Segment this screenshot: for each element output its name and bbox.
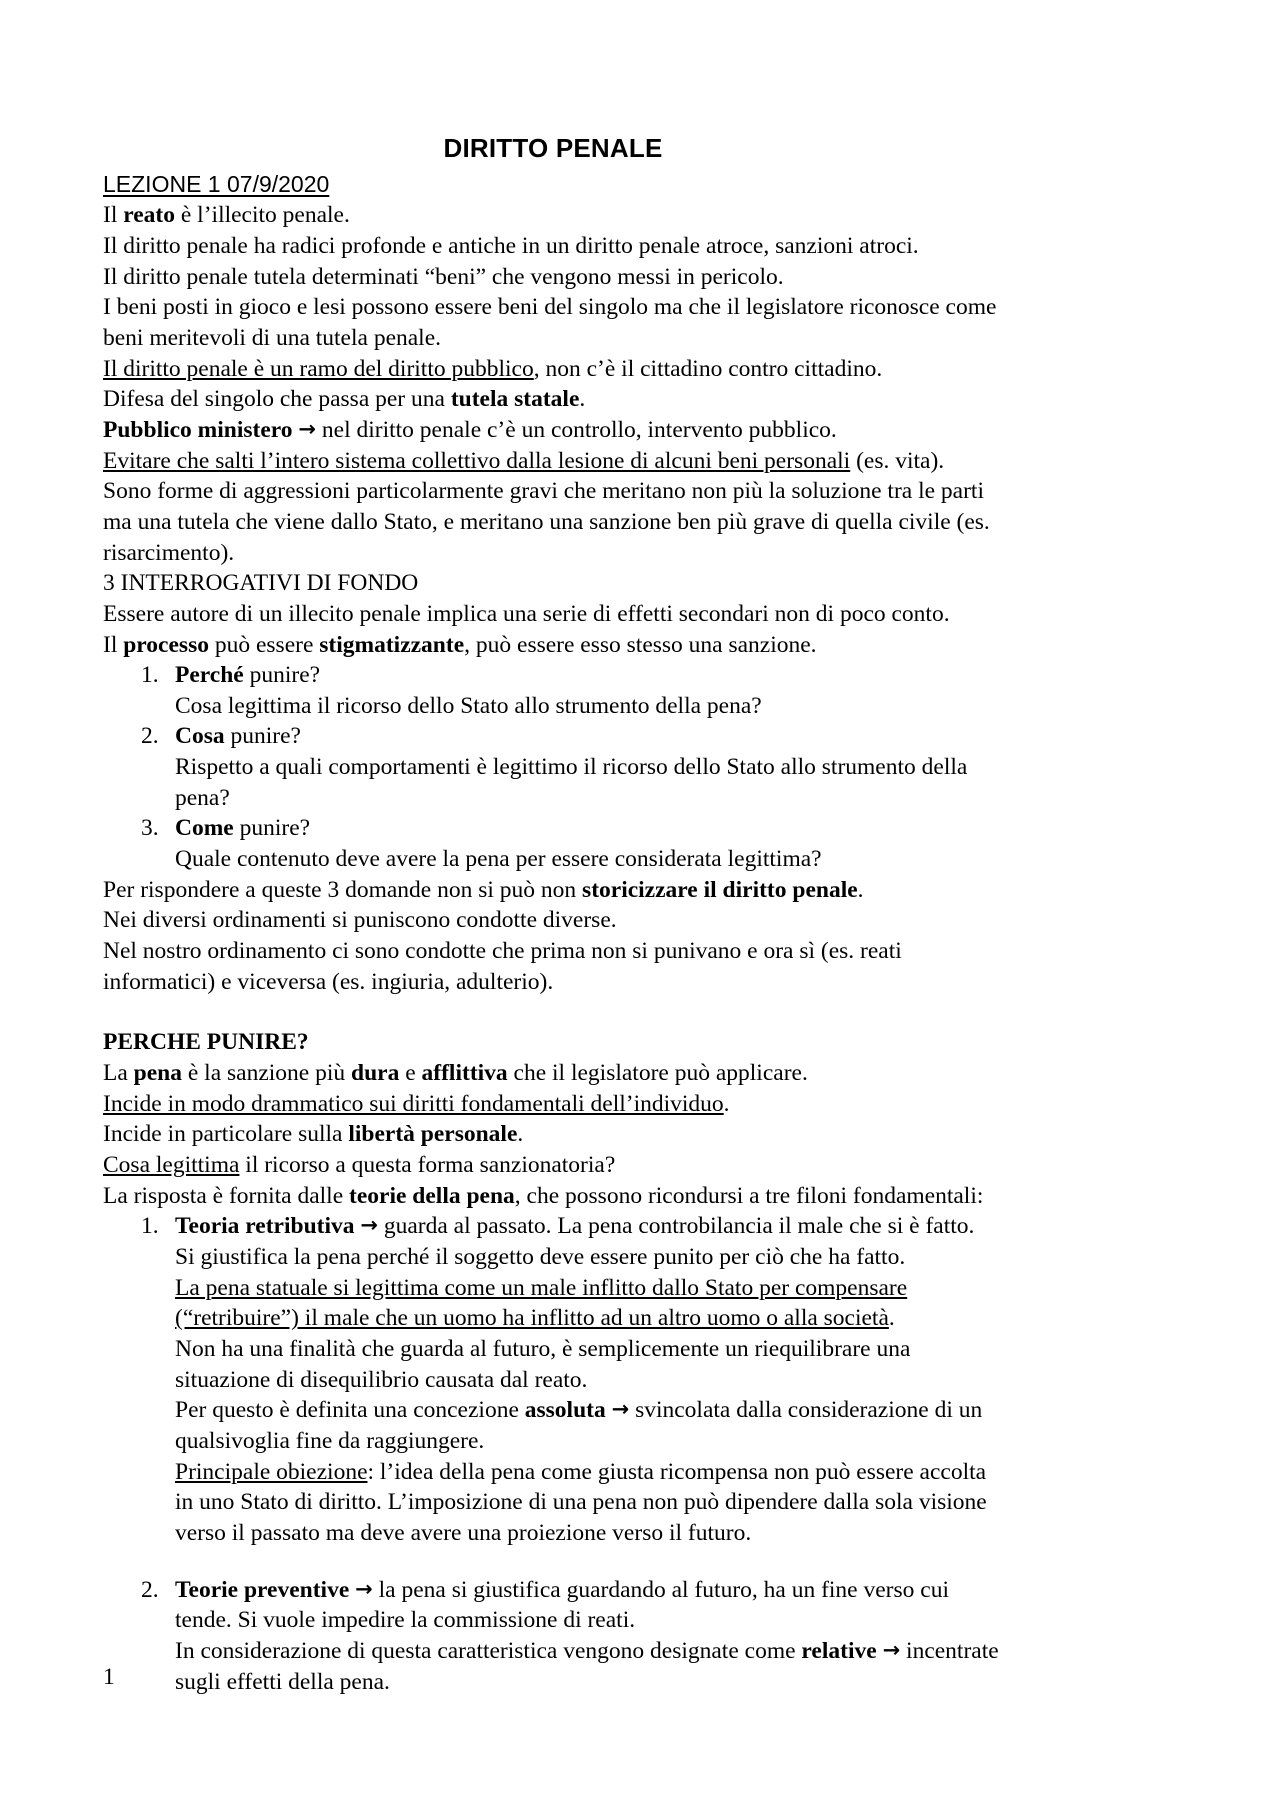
list-item-sub-assoluta xyxy=(175,1395,1003,1456)
bold-relative: relative xyxy=(801,1637,877,1664)
text-fragment: è l’illecito penale. xyxy=(175,202,350,229)
paragraph-essere-autore: Essere autore di un illecito penale implica una serie di effetti secondari non di poco conto. xyxy=(103,600,950,627)
paragraph-teorie-della-pena xyxy=(103,1181,1003,1212)
list-item xyxy=(103,1575,1003,1698)
list-marker: 3. xyxy=(141,815,159,842)
paragraph-pubblico-ministero xyxy=(103,415,1003,446)
list-item-sub: Quale contenuto deve avere la pena per essere considerata legittima? xyxy=(175,846,822,873)
document-body xyxy=(103,134,1003,1697)
paragraph-condotte: Nel nostro ordinamento ci sono condotte che prima non si punivano e ora sì (es. reati informatici) e viceversa (es. ingiuria, adulterio). xyxy=(103,938,902,995)
bold-assoluta: assoluta xyxy=(524,1397,606,1424)
text-fragment: Per questo è definita una concezione xyxy=(175,1397,525,1424)
lesson-heading-row xyxy=(103,170,1003,200)
paragraph-incide-drammatico xyxy=(103,1089,1003,1120)
text-fragment: : l’idea della pena come giusta ricompensa non può essere accolta in uno Stato di diritto. L’imposizione di una pena non può dipendere dalla sola visione verso il passato ma deve avere una proiezione verso il futuro. xyxy=(175,1458,987,1546)
text-fragment: (es. vita). xyxy=(850,447,945,474)
text-fragment: Il xyxy=(103,202,124,229)
right-arrow-icon: → xyxy=(882,1637,901,1662)
paragraph-cosa-legittima xyxy=(103,1150,1003,1181)
underlined-ramo-pubblico: Il diritto penale è un ramo del diritto pubblico xyxy=(103,355,534,382)
paragraph-beni-pericolo: Il diritto penale tutela determinati “beni” che vengono messi in pericolo. xyxy=(103,263,784,290)
paragraph-beni-posti: I beni posti in gioco e lesi possono essere beni del singolo ma che il legislatore riconosce come beni meritevoli di una tutela penale. xyxy=(103,294,997,351)
list-item-sub-underlined xyxy=(175,1273,1003,1334)
list-item-sub: Cosa legittima il ricorso dello Stato allo strumento della pena? xyxy=(175,692,762,719)
text-fragment: Per rispondere a queste 3 domande non si può non xyxy=(103,876,583,903)
bold-stigmatizzante: stigmatizzante xyxy=(319,631,465,658)
text-fragment: svincolata dalla considerazione di un qualsivoglia fine da raggiungere. xyxy=(175,1397,983,1454)
page-number: 1 xyxy=(103,1664,115,1690)
section-spacer xyxy=(103,997,1003,1027)
list-marker: 1. xyxy=(141,1213,159,1240)
bold-teorie-della-pena: teorie della pena xyxy=(349,1182,515,1209)
paragraph-evitare-salti xyxy=(103,446,1003,477)
paragraph-radici: Il diritto penale ha radici profonde e antiche in un diritto penale atroce, sanzioni atroci. xyxy=(103,232,919,259)
right-arrow-icon: → xyxy=(611,1397,630,1422)
paragraph-ramo-pubblico xyxy=(103,354,1003,385)
list-marker: 1. xyxy=(141,662,159,689)
paragraph-storicizzare xyxy=(103,875,1003,906)
list-item-sub: Non ha una finalità che guarda al futuro, è semplicemente un riequilibrare una situazione di disequilibrio causata dal reato. xyxy=(175,1335,911,1393)
list-item xyxy=(103,721,1003,813)
bold-processo: processo xyxy=(123,631,209,658)
underlined-incide-drammatico: Incide in modo drammatico sui diritti fondamentali dell’individuo xyxy=(103,1090,724,1117)
text-fragment: , non c’è il cittadino contro cittadino. xyxy=(533,355,883,382)
right-arrow-icon: → xyxy=(298,416,317,441)
text-fragment: incentrate sugli effetti della pena. xyxy=(175,1637,999,1695)
list-item-sub: Si giustifica la pena perché il soggetto deve essere punito per ciò che ha fatto. xyxy=(175,1243,906,1270)
paragraph-difesa-singolo xyxy=(103,384,1003,415)
text-fragment: la pena si giustifica guardando al futuro, ha un fine verso cui tende. Si vuole impedire la commissione di reati. xyxy=(175,1576,949,1634)
text-fragment: La xyxy=(103,1060,134,1087)
list-interrogativi xyxy=(103,660,1003,875)
list-teorie xyxy=(103,1211,1003,1697)
bold-pubblico-ministero: Pubblico ministero xyxy=(103,416,293,443)
text-fragment: , che possono ricondursi a tre filoni fondamentali: xyxy=(514,1182,984,1209)
paragraph-pena-sanzione xyxy=(103,1058,1003,1089)
paragraph-processo xyxy=(103,630,1003,661)
bold-reato: reato xyxy=(123,202,175,229)
text-fragment: Difesa del singolo che passa per una xyxy=(103,386,451,413)
text-fragment: . xyxy=(579,386,586,413)
text-fragment: . xyxy=(723,1090,730,1117)
list-marker: 2. xyxy=(141,1576,159,1603)
paragraph-reato xyxy=(103,200,1003,231)
list-item xyxy=(103,1211,1003,1548)
page-title: DIRITTO PENALE xyxy=(443,133,663,163)
bold-pena: pena xyxy=(133,1060,182,1087)
text-fragment: Incide in particolare sulla xyxy=(103,1121,349,1148)
text-fragment: punire? xyxy=(243,662,321,689)
list-marker: 2. xyxy=(141,723,159,750)
paragraph-aggressioni: Sono forme di aggressioni particolarmente gravi che meritano non più la soluzione tra le parti ma una tutela che viene dallo Stato, e meritano una sanzione ben più grave di quella civile (es. risarcimento). xyxy=(103,478,990,566)
paragraph-liberta-personale xyxy=(103,1119,1003,1150)
bold-term: Perché xyxy=(175,662,244,689)
list-item xyxy=(103,660,1003,721)
text-fragment: e xyxy=(399,1060,422,1087)
text-fragment: La risposta è fornita dalle xyxy=(103,1182,350,1209)
bold-liberta-personale: libertà personale xyxy=(348,1121,518,1148)
list-item-sub-obiezione xyxy=(175,1457,1003,1549)
underlined-principale-obiezione: Principale obiezione xyxy=(175,1458,368,1485)
list-item xyxy=(103,813,1003,874)
text-fragment: In considerazione di questa caratteristica vengono designate come xyxy=(175,1637,802,1664)
text-fragment: Il xyxy=(103,631,124,658)
bold-term: Come xyxy=(175,815,234,842)
paragraph-ordinamenti: Nei diversi ordinamenti si puniscono condotte diverse. xyxy=(103,907,617,934)
bold-term: Teoria retributiva xyxy=(175,1213,355,1240)
underlined-cosa-legittima: Cosa legittima xyxy=(103,1152,240,1179)
right-arrow-icon: → xyxy=(355,1576,373,1601)
list-item-sub: Rispetto a quali comportamenti è legittimo il ricorso dello Stato allo strumento della pena? xyxy=(175,754,968,811)
text-fragment: può essere xyxy=(208,631,320,658)
text-fragment: . xyxy=(857,876,864,903)
bold-term: Teorie preventive xyxy=(175,1576,350,1603)
text-fragment: nel diritto penale c’è un controllo, intervento pubblico. xyxy=(316,416,837,443)
heading-interrogativi: 3 INTERROGATIVI DI FONDO xyxy=(103,570,419,597)
text-fragment: punire? xyxy=(233,815,311,842)
text-fragment: punire? xyxy=(224,723,301,750)
bold-afflittiva: afflittiva xyxy=(421,1060,508,1087)
bold-storicizzare: storicizzare il diritto penale xyxy=(582,876,858,903)
bold-dura: dura xyxy=(351,1060,400,1087)
bold-tutela-statale: tutela statale xyxy=(450,386,580,413)
text-fragment: . xyxy=(517,1121,524,1148)
bold-term: Cosa xyxy=(175,723,225,750)
text-fragment: il ricorso a questa forma sanzionatoria? xyxy=(239,1152,616,1179)
underlined-pena-statuale: La pena statuale si legittima come un male inflitto dallo Stato per compensare (“retribuire”) il male che un uomo ha inflitto ad un altro uomo o alla società xyxy=(175,1274,908,1332)
text-fragment: guarda al passato. La pena controbilancia il male che si è fatto. xyxy=(377,1213,975,1240)
section-heading-perche-punire: PERCHE PUNIRE? xyxy=(103,1029,309,1056)
text-fragment: , può essere esso stesso una sanzione. xyxy=(464,631,817,658)
text-fragment: . xyxy=(888,1305,895,1332)
text-fragment: che il legislatore può applicare. xyxy=(507,1060,808,1087)
lesson-heading: LEZIONE 1 07/9/2020 xyxy=(103,170,330,197)
text-fragment: è la sanzione più xyxy=(182,1060,352,1087)
list-item-sub-relative xyxy=(175,1636,1003,1697)
underlined-evitare-salti: Evitare che salti l’intero sistema collettivo dalla lesione di alcuni beni personali xyxy=(103,447,851,474)
right-arrow-icon: → xyxy=(360,1213,378,1238)
